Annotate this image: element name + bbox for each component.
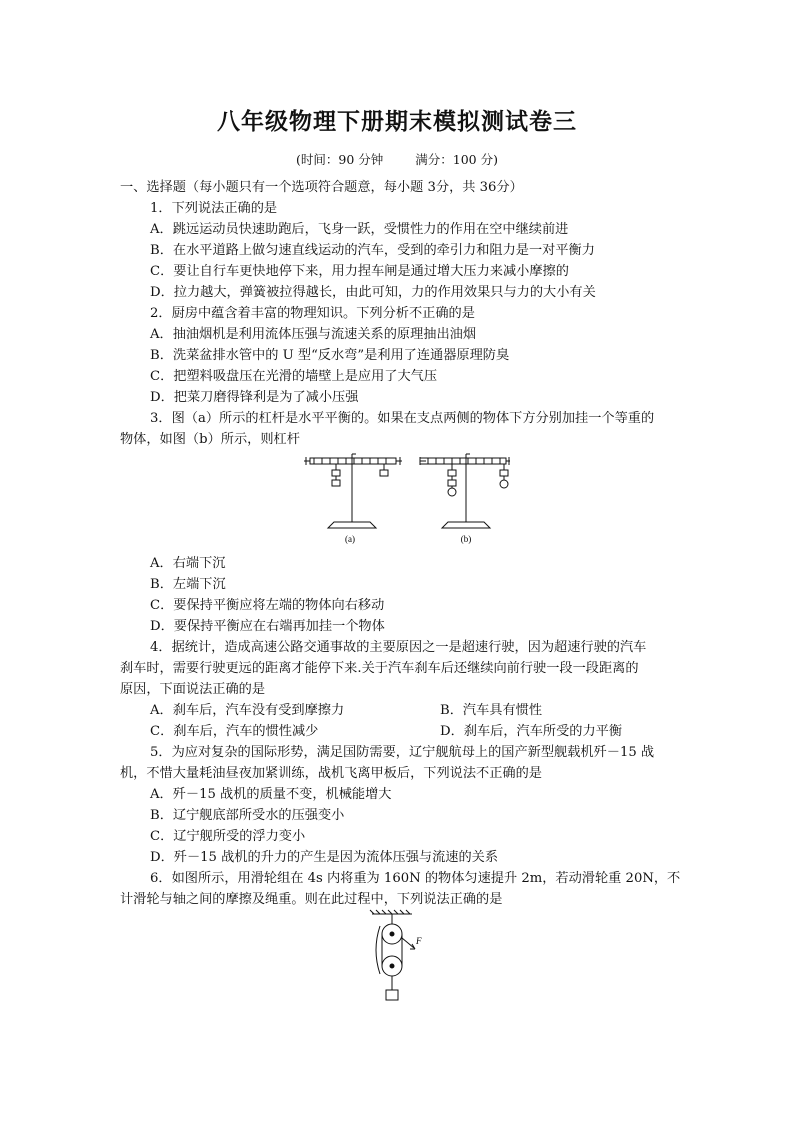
question-2-option-a: A．抽油烟机是利用流体压强与流速关系的原理抽出油烟 xyxy=(150,327,477,342)
question-2-option-d: D．把菜刀磨得锋利是为了减小压强 xyxy=(150,390,359,405)
force-label: F xyxy=(416,936,422,946)
question-5-stem-line1: 5．为应对复杂的国际形势，满足国防需要，辽宁舰航母上的国产新型舰载机歼－15 战 xyxy=(150,745,655,760)
question-3-option-c: C．要保持平衡应将左端的物体向右移动 xyxy=(150,598,385,613)
page-title: 八年级物理下册期末模拟测试卷三 xyxy=(217,108,577,135)
pulley-figure xyxy=(360,908,440,1008)
question-1-stem: 1．下列说法正确的是 xyxy=(150,201,278,216)
question-4-stem-line3: 原因，下面说法正确的是 xyxy=(120,682,266,697)
question-4-option-d: D．刹车后，汽车所受的力平衡 xyxy=(440,724,623,739)
question-1-option-b: B．在水平道路上做匀速直线运动的汽车，受到的牵引力和阻力是一对平衡力 xyxy=(150,243,595,258)
question-5-option-b: B．辽宁舰底部所受水的压强变小 xyxy=(150,808,345,823)
figure-a-label: (a) xyxy=(345,534,355,544)
question-3-stem-line2: 物体，如图（b）所示，则杠杆 xyxy=(120,432,300,447)
question-4-stem-line2: 刹车时，需要行驶更远的距离才能停下来.关于汽车刹车后还继续向前行驶一段一段距离的 xyxy=(120,661,639,676)
question-4-option-a: A．刹车后，汽车没有受到摩擦力 xyxy=(150,703,345,718)
question-5-stem-line2: 机，不惜大量耗油昼夜加紧训练，战机飞离甲板后，下列说法不正确的是 xyxy=(120,766,542,781)
exam-meta xyxy=(0,150,794,168)
question-3-stem-line1: 3．图（a）所示的杠杆是水平平衡的。如果在支点两侧的物体下方分别加挂一个等重的 xyxy=(150,411,655,426)
question-4-option-b: B．汽车具有惯性 xyxy=(440,703,543,718)
exam-time: (时间：90 分钟 xyxy=(296,152,384,167)
question-5-option-a: A．歼－15 战机的质量不变，机械能增大 xyxy=(150,787,392,802)
question-6-stem-line1: 6．如图所示，用滑轮组在 4s 内将重为 160N 的物体匀速提升 2m，若动滑轮重 20N，不 xyxy=(150,871,681,886)
question-3-option-b: B．左端下沉 xyxy=(150,577,226,592)
section-heading: 一、选择题（每小题只有一个选项符合题意，每小题 3分，共 36分） xyxy=(120,180,523,195)
question-5-option-d: D．歼－15 战机的升力的产生是因为流体压强与流速的关系 xyxy=(150,850,499,865)
exam-score: 满分：100 分) xyxy=(415,152,498,167)
lever-a-diagram xyxy=(304,454,402,528)
question-1-option-d: D．拉力越大，弹簧被拉得越长，由此可知，力的作用效果只与力的大小有关 xyxy=(150,285,596,300)
lever-b-diagram xyxy=(420,454,510,528)
question-2-option-b: B．洗菜盆排水管中的 U 型“反水弯”是利用了连通器原理防臭 xyxy=(150,348,510,363)
question-3-option-d: D．要保持平衡应在右端再加挂一个物体 xyxy=(150,619,385,634)
lever-figure xyxy=(290,450,510,550)
question-5-option-c: C．辽宁舰所受的浮力变小 xyxy=(150,829,306,844)
question-4-option-c: C．刹车后，汽车的惯性减少 xyxy=(150,724,319,739)
question-3-option-a: A．右端下沉 xyxy=(150,556,226,571)
question-1-option-c: C．要让自行车更快地停下来，用力捏车闸是通过增大压力来减小摩擦的 xyxy=(150,264,569,279)
figure-b-label: (b) xyxy=(460,534,472,544)
question-6-stem-line2: 计滑轮与轴之间的摩擦及绳重。则在此过程中，下列说法正确的是 xyxy=(120,892,503,907)
question-2-option-c: C．把塑料吸盘压在光滑的墙壁上是应用了大气压 xyxy=(150,369,438,384)
question-1-option-a: A．跳远运动员快速助跑后，飞身一跃，受惯性力的作用在空中继续前进 xyxy=(150,222,569,237)
question-4-stem-line1: 4．据统计，造成高速公路交通事故的主要原因之一是超速行驶，因为超速行驶的汽车 xyxy=(150,640,647,655)
question-2-stem: 2．厨房中蕴含着丰富的物理知识。下列分析不正确的是 xyxy=(150,306,475,321)
